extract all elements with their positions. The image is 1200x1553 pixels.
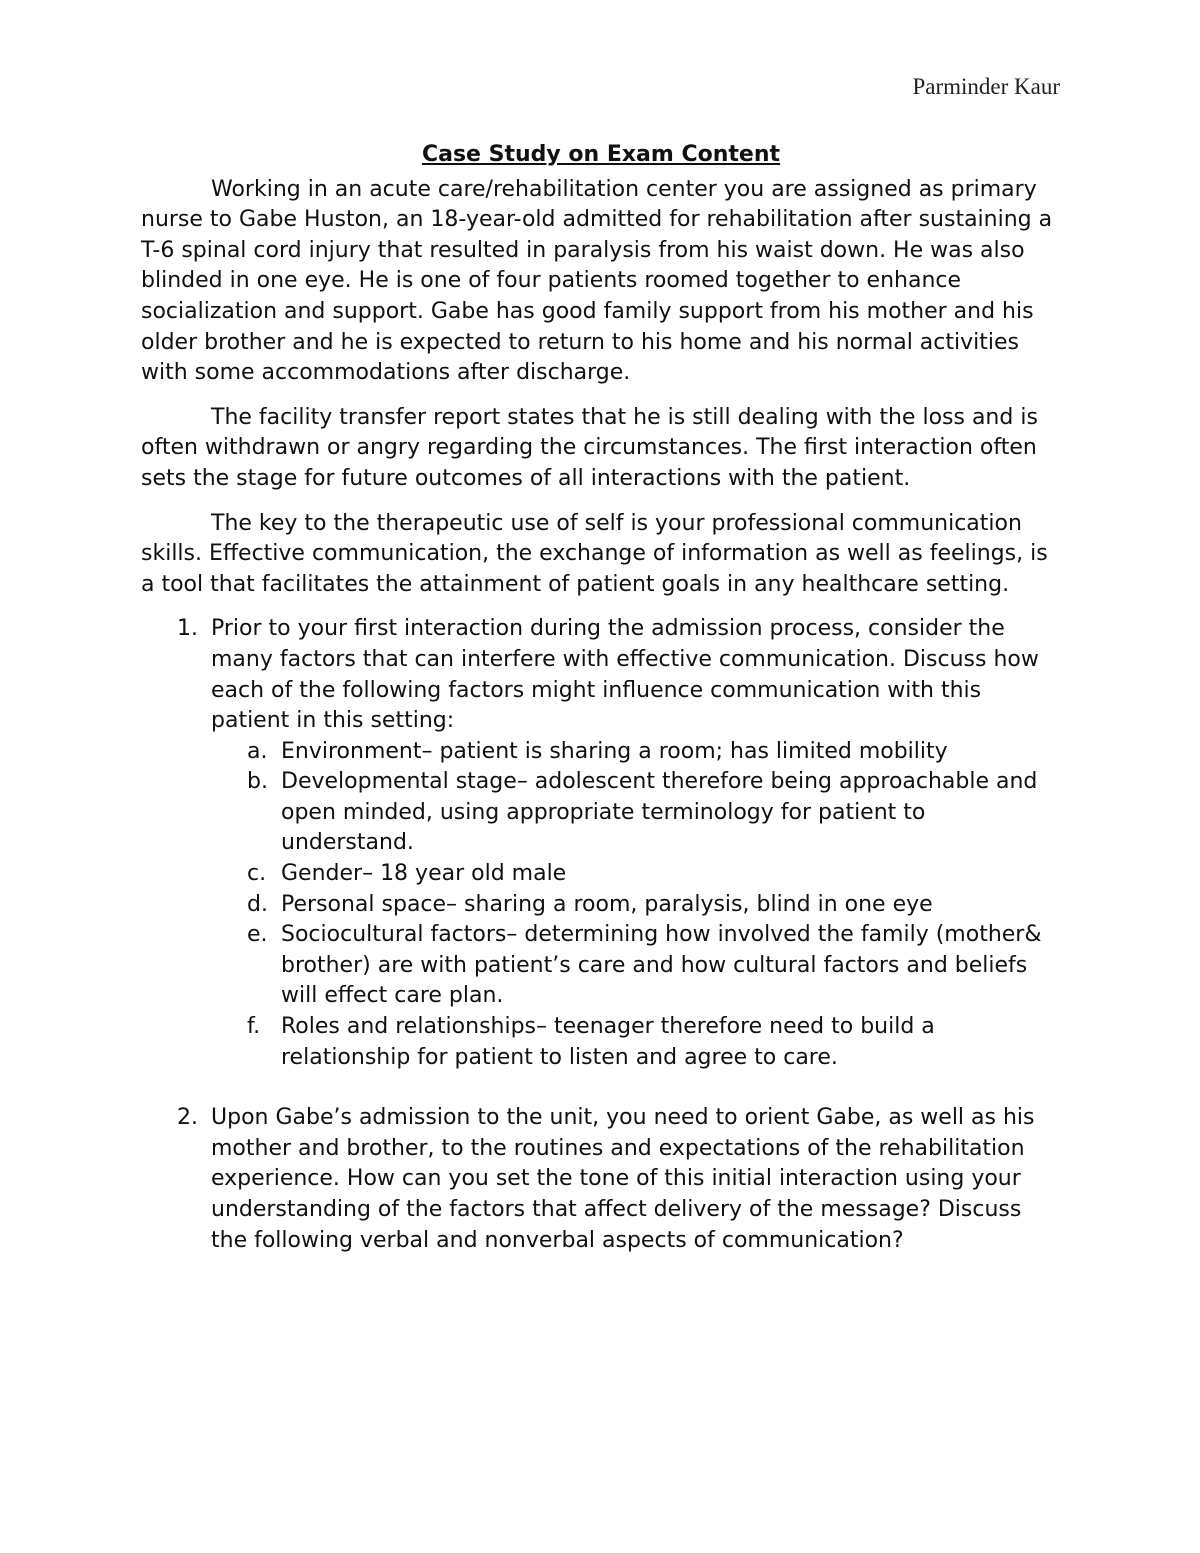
factor-text: Roles and relationships– teenager therefore need to build a relationship for patient to listen and agree to care.: [281, 1014, 935, 1070]
question-number: 2.: [177, 1105, 198, 1131]
factor-letter: a.: [247, 738, 268, 764]
communication-paragraph: The key to the therapeutic use of self is your professional communication skills. Effective communication, the exchange of information as well as feelings, is a tool that facilitates the attainment of patient goals in any healthcare setting.: [141, 510, 1048, 597]
document-body: [141, 140, 1061, 1270]
factor-letter: c.: [247, 861, 267, 887]
factor-text: Sociocultural factors– determining how involved the family (mother& brother) are with patient’s care and how cultural factors and beliefs will effect care plan.: [281, 922, 1042, 1009]
intro-paragraph: Working in an acute care/rehabilitation center you are assigned as primary nurse to Gabe Huston, an 18-year-old admitted for rehabilitation after sustaining a T-6 spinal cord injury that resulted in paralysis from his waist down. He was also blinded in one eye. He is one of four patients roomed together to enhance socialization and support. Gabe has good family support from his mother and his older brother and he is expected to return to his home and his normal activities with some accommodations after discharge.: [141, 176, 1053, 386]
factor-letter: f.: [247, 1014, 261, 1040]
factor-text: Environment– patient is sharing a room; has limited mobility: [281, 738, 948, 764]
factor-list: [211, 737, 1061, 1074]
question-item: [141, 614, 1061, 1073]
factor-letter: b.: [247, 769, 268, 795]
factor-text: Personal space– sharing a room, paralysis, blind in one eye: [281, 891, 933, 917]
factor-item: [211, 1012, 1061, 1073]
question-text: Upon Gabe’s admission to the unit, you need to orient Gabe, as well as his mother and brother, to the routines and expectations of the rehabilitation experience. How can you set the tone of this initial interaction using your understanding of the factors that affect delivery of the message? Discuss the following verbal and nonverbal aspects of communication?: [211, 1105, 1035, 1253]
factor-item: [211, 890, 1061, 921]
factor-text: Developmental stage– adolescent therefore being approachable and open minded, using appropriate terminology for patient to understand.: [281, 769, 1038, 856]
factor-item: [211, 859, 1061, 890]
factor-letter: e.: [247, 922, 268, 948]
question-number: 1.: [177, 616, 198, 642]
factor-text: Gender– 18 year old male: [281, 861, 567, 887]
factor-letter: d.: [247, 891, 268, 917]
document-title: Case Study on Exam Content: [421, 142, 781, 167]
transfer-report-paragraph: The facility transfer report states that he is still dealing with the loss and is often withdrawn or angry regarding the circumstances. The first interaction often sets the stage for future outcomes of all interactions with the patient.: [141, 404, 1038, 491]
question-list: [141, 614, 1061, 1256]
factor-item: [211, 737, 1061, 768]
factor-item: [211, 920, 1061, 1012]
author-name: Parminder Kaur: [912, 74, 1060, 99]
factor-item: [211, 767, 1061, 859]
question-item: [141, 1103, 1061, 1256]
question-text: Prior to your first interaction during the admission process, consider the many factors that can interfere with effective communication. Discuss how each of the following factors might influence communication with this patient in this setting:: [211, 616, 1039, 734]
